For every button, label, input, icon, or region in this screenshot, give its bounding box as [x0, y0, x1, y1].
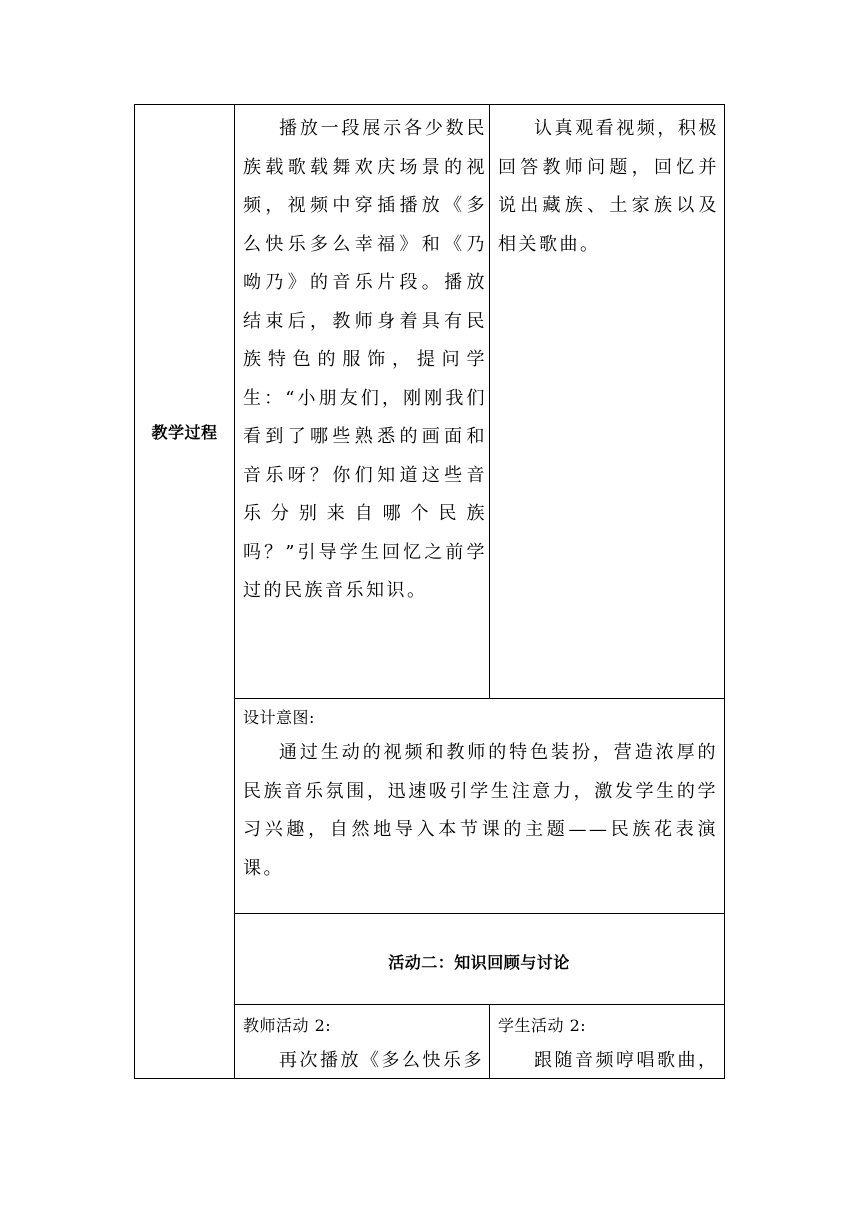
student-activity-1	[498, 110, 719, 264]
design-intent	[243, 706, 718, 888]
activity-2-title: 活动二：知识回顾与讨论	[388, 953, 570, 972]
row-divider	[234, 698, 724, 699]
column-divider	[489, 105, 490, 698]
student-activity-2-label: 学生活动 2:	[498, 1016, 587, 1035]
student-activity-2-text: 跟随音频哼唱歌曲，	[534, 1050, 719, 1071]
section-label: 教学过程	[151, 423, 218, 442]
teacher-activity-2-label: 教师活动 2:	[243, 1016, 332, 1035]
teacher-activity-2-text: 再次播放《多么快乐多	[279, 1050, 484, 1071]
lesson-plan-table	[134, 104, 725, 1079]
row-divider	[234, 913, 724, 914]
teacher-activity-1	[243, 110, 487, 611]
column-divider	[234, 105, 235, 1078]
student-activity-2	[498, 1014, 719, 1081]
column-divider	[489, 1004, 490, 1078]
design-intent-label: 设计意图:	[243, 708, 315, 727]
student-activity-1-text: 认真观看视频，积极回答教师问题，回忆并说出藏族、土家族以及相关歌曲。	[498, 118, 719, 255]
design-intent-text: 通过生动的视频和教师的特色装扮，营造浓厚的民族音乐氛围，迅速吸引学生注意力，激发学生的学习兴趣，自然地导入本节课的主题——民族花表演课。	[243, 742, 718, 879]
row-divider	[234, 1004, 724, 1005]
teacher-activity-1-text: 播放一段展示各少数民族载歌载舞欢庆场景的视频，视频中穿插播放《多么快乐多么幸福》和《乃呦乃》的音乐片段。播放结束后，教师身着具有民族特色的服饰，提问学生：“小朋友们，刚刚我们看到了哪些熟悉的画面和音乐呀？你们知道这些音乐分别来自哪个民族吗？”引导学生回忆之前学过的民族音乐知识。	[243, 118, 487, 601]
teacher-activity-2	[243, 1014, 487, 1081]
